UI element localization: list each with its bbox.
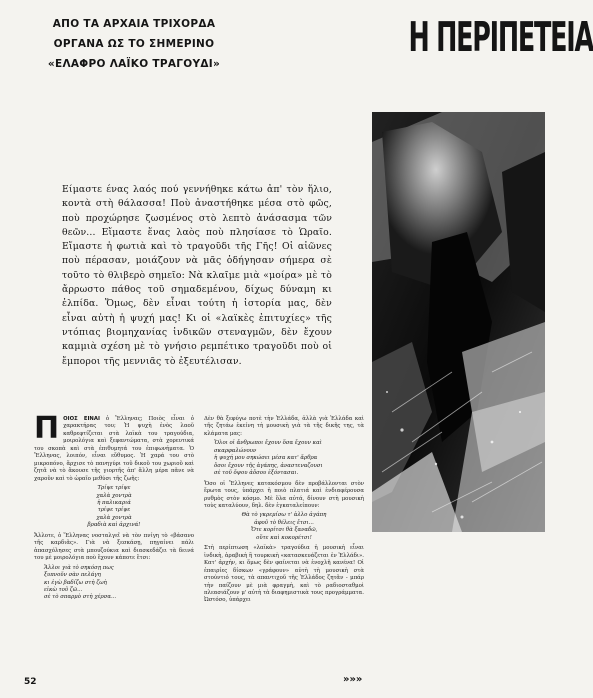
- song-verse-4: Θὰ τὸ γκρεμίσω τ' ἀλλο ἀγάπη ἀφοῦ τὸ θέλεις ἔτσι... Ὅτε κορίτσι θὰ ξαναδῶ, οὔτε καὶ κοκορέτσι!: [241, 512, 327, 541]
- left-paragraph-2: Ἄλλοτε, ὁ Ἕλληνας νοσταλγεῖ νὰ τὸν πνίγη τὸ «βάσανο τῆς καρδιᾶς». Γιὰ νὰ ξεσκάσῃ, πηγαίνει πάλι ἀπασχόλησες στὰ μπουζούκια καὶ διασκεδάζει τὰ δεινά του μὲ μοιρολόγια ποὺ ἔχουν κάποτε ἔτσι:: [34, 532, 194, 562]
- page-number: 52: [24, 677, 37, 687]
- right-paragraph-2: Ὅσο οἱ Ἕλληνες κατακόσμου δὲν προβάλλονται στὸν ἔρωτα τους, ὑπάρχει ἡ ποιὸ πλατιά καὶ ἐνδιαφέρουσα ρυθμὸς στὸν κόσμο. Μὲ ὅλα αὐτά, δίνουν στὴ μουσικὴ τοὺς καταλύουν, δηλ. δὲν ἐγκαταλείπουν:: [204, 480, 364, 509]
- subtitle-line-3: «ΕΛΑΦΡΟ ΛΑΪΚΟ ΤΡΑΓΟΥΔΙ»: [47, 58, 221, 70]
- section-lead: ΟΙΟΣ ΕΙΝΑΙ: [63, 416, 100, 422]
- song-verse-1: Τρίψε τρίψε χαλὰ χοντρὰ ἡ παλικαριά τρίψε τρίψε χαλὰ χοντρὰ βραδιὰ καὶ ἀρχινά!: [87, 485, 141, 529]
- subtitle: [24, 14, 244, 74]
- page-title: Η ΠΕΡΙΠΕΤΕΙΑ: [408, 13, 593, 61]
- subtitle-line-1: ΑΠΟ ΤΑ ΑΡΧΑΙΑ ΤΡΙΧΟΡΔΑ: [52, 18, 216, 30]
- song-verse-3: Ὄλοι οἱ ἄνθρωποι ἔχουν ὅσα ἔχουν καὶ σκαρφαλώνουν ἡ ψυχή μου σηκώσει μέσα κατ' ἄρθρα ὅσοι ἔχουν τῆς ἀγάπης, ἀναστεναζουσι σὲ τοῦ ὄψου ἀὄσου ἐξόντασαι.: [214, 440, 323, 477]
- song-verse-2: Ἄλλοι γιὰ τὸ σηκόσῃ πως ξυπνοῦν σὰν πελάγη κι ἐγὼ βαδίζω στὴ ζωὴ εἰκὼ τοῦ ζῶ... σὲ τὸ σπαρμὸ στὴ χέρσα...: [44, 564, 117, 601]
- right-paragraph-3: Στὴ περίπτωση «λαϊκὰ» τραγούδια ἡ μουσικὴ εἶναι ἰνδικὴ, ἀραβικὴ ἢ τουρκικὴ «κατασκευάζεται ἐν Ἑλλάδι». Κατ' ἀρχήν, κι ὅμως δὲν φαίνεται νὰ ἐνοχλῆ κανένα! Οἱ ἐπαιρίες δίσκων «γράφουν» αὐτὴ τὴ μουσικὴ στὰ στούντιό τους, τὰ απαντιχοῦ τῆς Ἑλλάδος ζητᾶν - μπάρ τὴν παίζουν μὲ μιὰ φραγμὴ, καὶ τὸ ραδιοσταθμοὶ πλεασιάζουν μ' αὐτὴ τὰ διαφημιστικὰ τους προγράμματα. Ὡστόσο, ὑπάρχει: [204, 545, 364, 604]
- intro-paragraph: Είμαστε ένας λαός πού γεννήθηκε κάτω ἀπ' τὸν ἥλιο, κοντὰ στὴ θάλασσα! Ποὺ ἀναστήθηκε μέσα στὸ φῶς, ποὺ προχώρησε ζωσμένος στὸ λεπτὸ ἀνάσασμα τῶν θεῶν... Εἴμαστε ἕνας λαὸς ποὺ πλησίασε τὸ Ὡραῖο. Εἴμαστε ἡ φωτιὰ καὶ τὸ τραγοῦδι τῆς Γῆς! Οἱ αἰῶνες ποὺ πέρασαν, μοιάζουν νὰ μᾶς ὁδήγησαν σήμερα σὲ τοῦτο τὸ θλιβερὸ σημεῖο: Νὰ κλαῖμε μιὰ «μοίρα» μὲ τὸ ἄρρωστο πάθος τοῦ σημαδεμένου, δίχως δύναμη κι ἐλπίδα. Ὅμως, δὲν εἶναι τούτη ἡ ἱστορία μας, δὲν εἶναι αὐτὴ ἡ ψυχή μας! Κι οἱ «λαϊκὲς ἐπιτυχίες» τῆς ντόπιας βιομηχανίας ἰνδικῶν στεναγμῶν, δὲν ἔχουν καμμιὰ σχέση μὲ τὸ γνήσιο ρεμπέτικο τραγοῦδι ποὺ οἱ ἔμποροι τῆς μεννιᾶς τὸ ἐξευτέλισαν.: [62, 184, 332, 367]
- right-column: [204, 416, 364, 607]
- article-photo: [372, 112, 545, 532]
- continue-marker: »»»: [343, 674, 363, 685]
- left-paragraph-1-text: ὁ Ἕλληνας; Ποιὸς εἶναι ὁ χαρακτήρας του; Ἡ ψυχὴ ἑνὸς λαοῦ καθρεφτίζεται στὰ λαϊκὰ του τραγούδια, μοιρολόγια καὶ ξεφαντώματα, στὰ χορευτικά του σκοπὰ καὶ στὰ ἐπιθυμητά του ἐπιφωνήματα. Ὁ Ἕλληνας, λοιπόν, εἶναι εὔθυμος. Ἡ χαρά του στὸ μικροπόνο, ἄρχισε τὸ πανηγύρι τοῦ δικοῦ του χωριοῦ καὶ ζητᾶ νὰ τὸ ἄκουσε τῆς γιορτῆς ἀπ' ἄλλη μέρα πᾶνε νὰ χαροῦν καὶ τὸ ὡραῖο μεθύσι τῆς ζωῆς:: [34, 416, 194, 482]
- dropcap: Π: [34, 411, 60, 446]
- subtitle-line-2: ΟΡΓΑΝΑ ΩΣ ΤΟ ΣΗΜΕΡΙΝΟ: [53, 38, 215, 50]
- left-column: [34, 411, 194, 605]
- right-paragraph-1: Δὲν θὰ ξεφύγω ποτὲ τὴν Ἑλλάδα, ἀλλὰ γιὰ Ἐλλάδα καὶ τῆς ζητάω ἐκείνη τὴ μουσικὴ γιὰ τὰ τῆς δικῆς της, τὰ κλάματα μας:: [204, 416, 364, 437]
